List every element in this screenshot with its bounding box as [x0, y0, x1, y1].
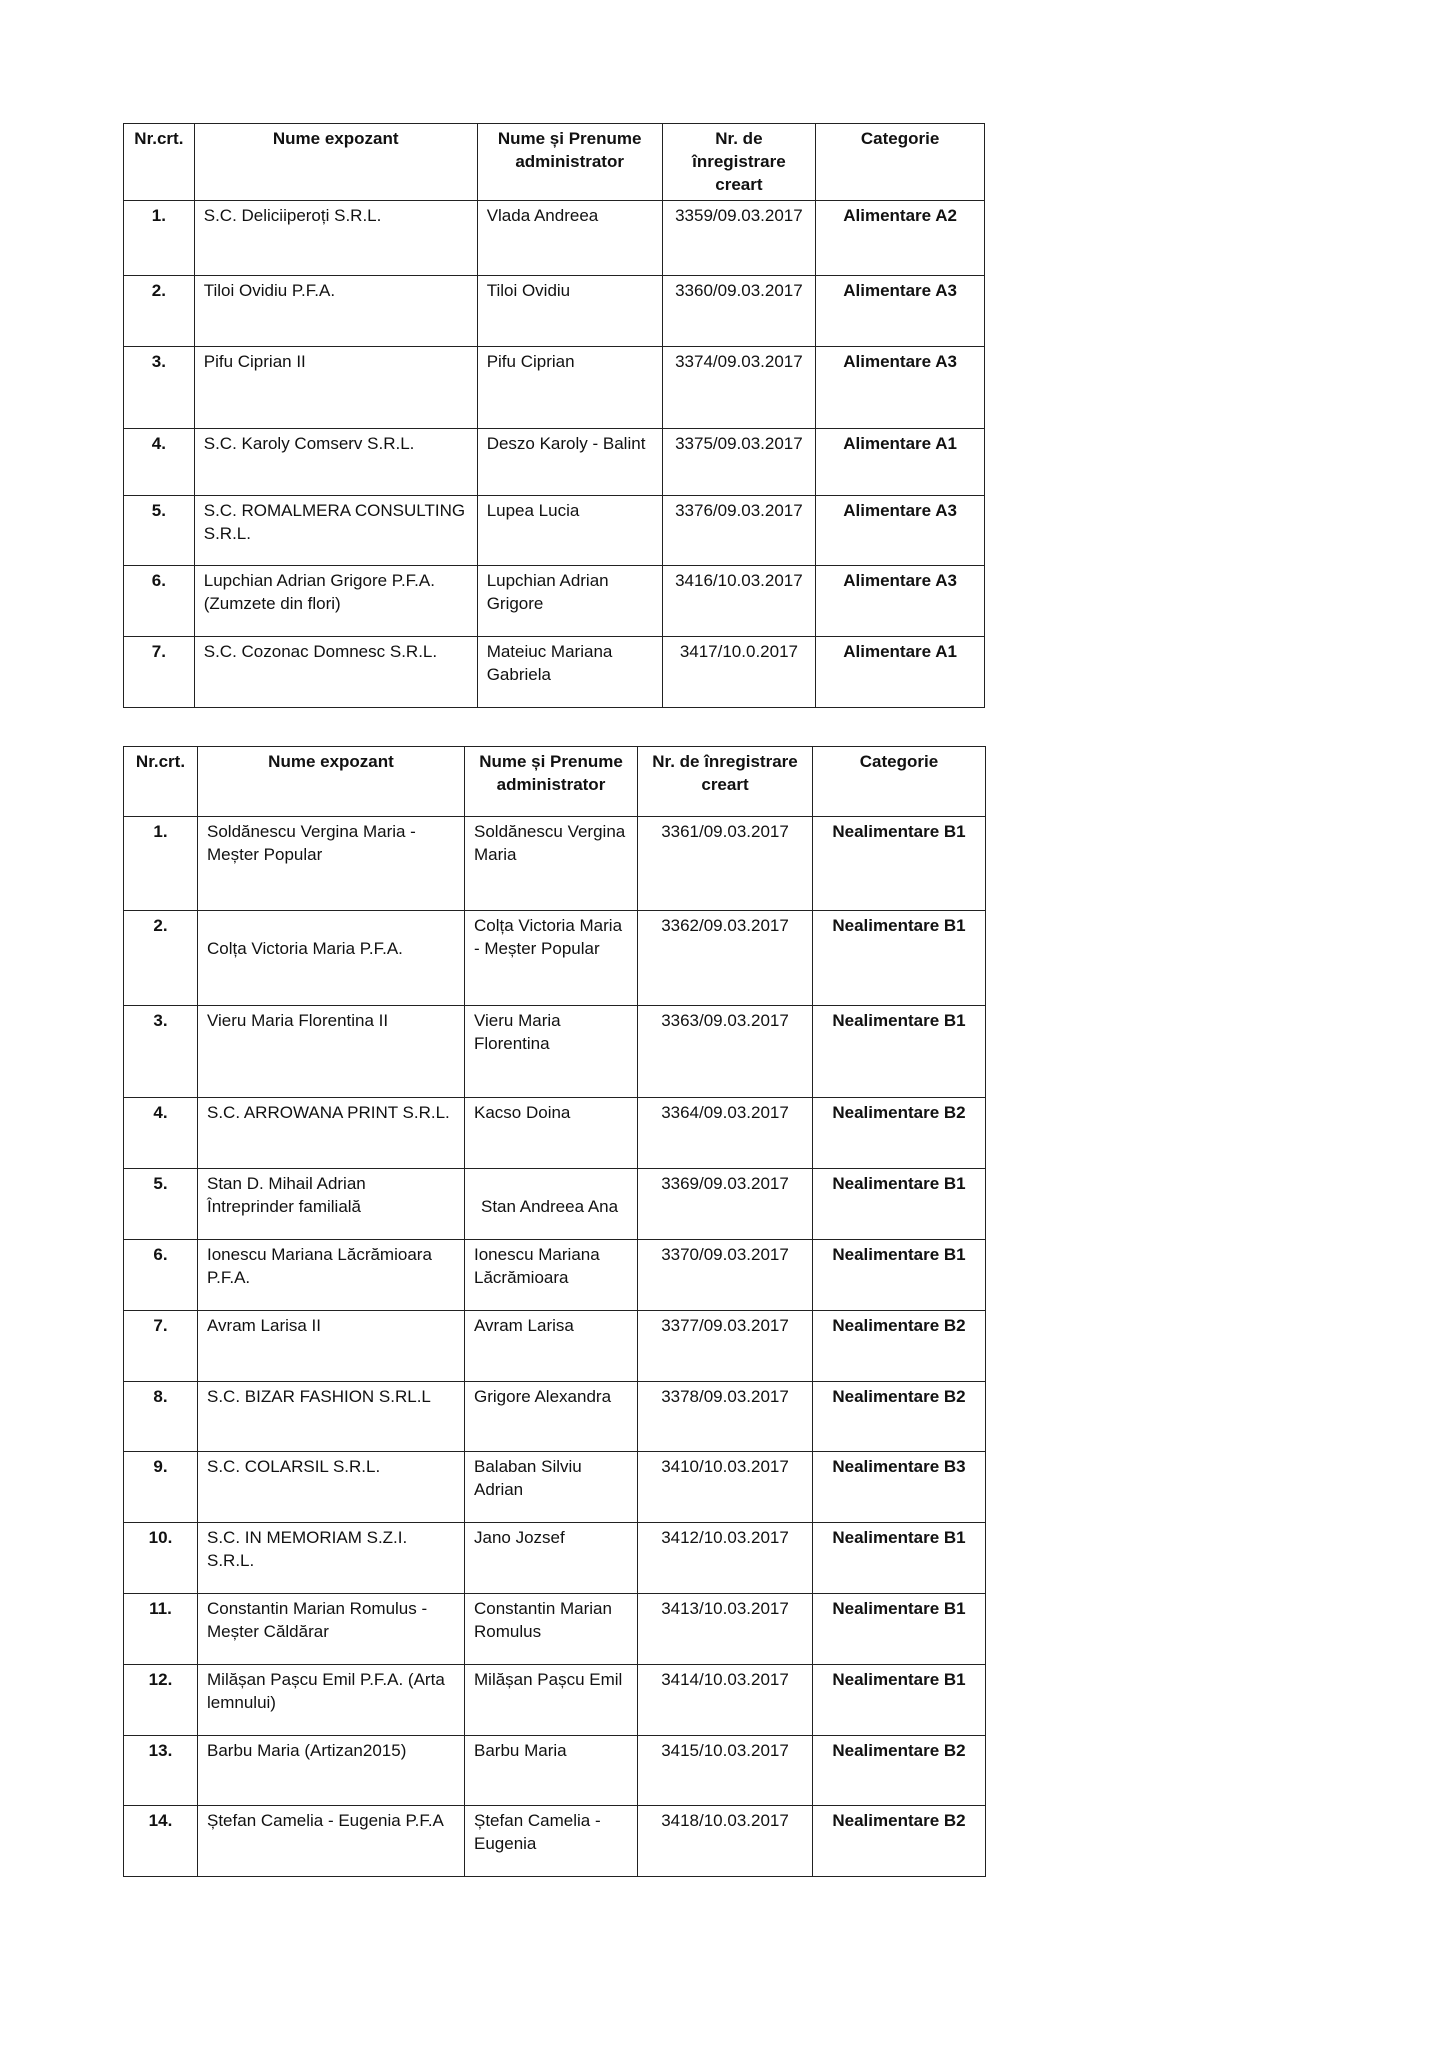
header-nr: Nr.crt. [124, 124, 195, 201]
row-categorie: Nealimentare B1 [813, 817, 986, 911]
row-administrator: Avram Larisa [465, 1311, 638, 1382]
row-administrator: Vieru Maria Florentina [465, 1006, 638, 1098]
row-nr: 1. [124, 817, 198, 911]
row-expozant: Avram Larisa II [198, 1311, 465, 1382]
row-expozant: Ștefan Camelia - Eugenia P.F.A [198, 1806, 465, 1877]
row-categorie: Alimentare A3 [816, 496, 985, 566]
row-expozant: Soldănescu Vergina Maria - Meșter Popular [198, 817, 465, 911]
table-row [124, 566, 985, 637]
row-inregistrare: 3360/09.03.2017 [662, 276, 816, 347]
row-administrator: Barbu Maria [465, 1736, 638, 1806]
row-inregistrare: 3414/10.03.2017 [638, 1665, 813, 1736]
row-categorie: Nealimentare B2 [813, 1382, 986, 1452]
table-row [124, 637, 985, 708]
row-categorie: Nealimentare B1 [813, 1240, 986, 1311]
row-administrator: Lupea Lucia [477, 496, 662, 566]
row-nr: 4. [124, 1098, 198, 1169]
row-expozant: Vieru Maria Florentina II [198, 1006, 465, 1098]
table-row [124, 276, 985, 347]
row-expozant: Ionescu Mariana Lăcrămioara P.F.A. [198, 1240, 465, 1311]
row-expozant: S.C. BIZAR FASHION S.RL.L [198, 1382, 465, 1452]
row-categorie: Nealimentare B1 [813, 1169, 986, 1240]
row-nr: 12. [124, 1665, 198, 1736]
row-nr: 6. [124, 1240, 198, 1311]
row-administrator: Stan Andreea Ana [465, 1169, 638, 1240]
row-nr: 13. [124, 1736, 198, 1806]
row-nr: 1. [124, 201, 195, 276]
table-row [124, 1452, 986, 1523]
row-administrator: Lupchian Adrian Grigore [477, 566, 662, 637]
table-row [124, 201, 985, 276]
header-categorie: Categorie [816, 124, 985, 201]
row-categorie: Nealimentare B1 [813, 911, 986, 1006]
row-categorie: Alimentare A2 [816, 201, 985, 276]
row-expozant: Milășan Pașcu Emil P.F.A. (Arta lemnului) [198, 1665, 465, 1736]
row-inregistrare: 3359/09.03.2017 [662, 201, 816, 276]
header-administrator: Nume și Prenume administrator [465, 747, 638, 817]
table-header-row [124, 747, 986, 817]
row-expozant: Pifu Ciprian II [194, 347, 477, 429]
row-inregistrare: 3415/10.03.2017 [638, 1736, 813, 1806]
row-administrator: Deszo Karoly - Balint [477, 429, 662, 496]
row-inregistrare: 3410/10.03.2017 [638, 1452, 813, 1523]
table-row [124, 817, 986, 911]
row-inregistrare: 3412/10.03.2017 [638, 1523, 813, 1594]
row-expozant: S.C. Cozonac Domnesc S.R.L. [194, 637, 477, 708]
row-nr: 3. [124, 347, 195, 429]
header-expozant: Nume expozant [194, 124, 477, 201]
header-nr: Nr.crt. [124, 747, 198, 817]
row-inregistrare: 3363/09.03.2017 [638, 1006, 813, 1098]
row-expozant: Tiloi Ovidiu P.F.A. [194, 276, 477, 347]
row-nr: 2. [124, 911, 198, 1006]
row-nr: 6. [124, 566, 195, 637]
row-expozant: S.C. ROMALMERA CONSULTING S.R.L. [194, 496, 477, 566]
row-inregistrare: 3376/09.03.2017 [662, 496, 816, 566]
row-expozant: Barbu Maria (Artizan2015) [198, 1736, 465, 1806]
row-categorie: Nealimentare B2 [813, 1736, 986, 1806]
row-nr: 3. [124, 1006, 198, 1098]
row-expozant: Stan D. Mihail Adrian Întreprinder familială [198, 1169, 465, 1240]
row-expozant: S.C. COLARSIL S.R.L. [198, 1452, 465, 1523]
row-categorie: Nealimentare B2 [813, 1311, 986, 1382]
row-administrator: Colța Victoria Maria - Meșter Popular [465, 911, 638, 1006]
table-row [124, 1006, 986, 1098]
row-categorie: Alimentare A1 [816, 637, 985, 708]
row-categorie: Alimentare A3 [816, 347, 985, 429]
row-administrator: Constantin Marian Romulus [465, 1594, 638, 1665]
row-expozant: Constantin Marian Romulus - Meșter Căldărar [198, 1594, 465, 1665]
row-administrator: Jano Jozsef [465, 1523, 638, 1594]
row-nr: 10. [124, 1523, 198, 1594]
row-inregistrare: 3416/10.03.2017 [662, 566, 816, 637]
table-row [124, 1240, 986, 1311]
row-inregistrare: 3417/10.0.2017 [662, 637, 816, 708]
row-administrator: Vlada Andreea [477, 201, 662, 276]
header-inregistrare: Nr. de înregistrare creart [638, 747, 813, 817]
row-nr: 14. [124, 1806, 198, 1877]
row-inregistrare: 3375/09.03.2017 [662, 429, 816, 496]
row-nr: 7. [124, 637, 195, 708]
row-administrator: Tiloi Ovidiu [477, 276, 662, 347]
row-nr: 2. [124, 276, 195, 347]
row-nr: 5. [124, 496, 195, 566]
row-inregistrare: 3378/09.03.2017 [638, 1382, 813, 1452]
row-administrator: Kacso Doina [465, 1098, 638, 1169]
row-administrator: Milășan Pașcu Emil [465, 1665, 638, 1736]
row-categorie: Nealimentare B3 [813, 1452, 986, 1523]
row-expozant: S.C. Karoly Comserv S.R.L. [194, 429, 477, 496]
row-administrator: Soldănescu Vergina Maria [465, 817, 638, 911]
row-inregistrare: 3362/09.03.2017 [638, 911, 813, 1006]
row-categorie: Nealimentare B2 [813, 1098, 986, 1169]
row-nr: 8. [124, 1382, 198, 1452]
row-nr: 7. [124, 1311, 198, 1382]
table-row [124, 1098, 986, 1169]
table-row [124, 347, 985, 429]
row-expozant: S.C. IN MEMORIAM S.Z.I. S.R.L. [198, 1523, 465, 1594]
row-inregistrare: 3413/10.03.2017 [638, 1594, 813, 1665]
header-expozant: Nume expozant [198, 747, 465, 817]
row-inregistrare: 3369/09.03.2017 [638, 1169, 813, 1240]
row-categorie: Nealimentare B2 [813, 1806, 986, 1877]
table-row [124, 496, 985, 566]
exhibitors-table-nonfood [123, 746, 986, 1877]
row-inregistrare: 3370/09.03.2017 [638, 1240, 813, 1311]
table-row [124, 1523, 986, 1594]
table-row [124, 1736, 986, 1806]
row-inregistrare: 3364/09.03.2017 [638, 1098, 813, 1169]
row-inregistrare: 3418/10.03.2017 [638, 1806, 813, 1877]
row-categorie: Nealimentare B1 [813, 1594, 986, 1665]
header-categorie: Categorie [813, 747, 986, 817]
table-header-row [124, 124, 985, 201]
row-inregistrare: 3377/09.03.2017 [638, 1311, 813, 1382]
row-expozant: Colța Victoria Maria P.F.A. [198, 911, 465, 1006]
row-categorie: Nealimentare B1 [813, 1665, 986, 1736]
table-row [124, 1382, 986, 1452]
row-expozant: S.C. Deliciiperoți S.R.L. [194, 201, 477, 276]
row-categorie: Nealimentare B1 [813, 1523, 986, 1594]
table-row [124, 1594, 986, 1665]
header-inregistrare: Nr. de înregistrare creart [662, 124, 816, 201]
table-row [124, 1665, 986, 1736]
row-inregistrare: 3374/09.03.2017 [662, 347, 816, 429]
row-nr: 4. [124, 429, 195, 496]
row-categorie: Nealimentare B1 [813, 1006, 986, 1098]
row-administrator: Pifu Ciprian [477, 347, 662, 429]
row-categorie: Alimentare A1 [816, 429, 985, 496]
row-expozant: Lupchian Adrian Grigore P.F.A. (Zumzete din flori) [194, 566, 477, 637]
row-nr: 9. [124, 1452, 198, 1523]
row-administrator: Ionescu Mariana Lăcrămioara [465, 1240, 638, 1311]
table-row [124, 1311, 986, 1382]
row-categorie: Alimentare A3 [816, 566, 985, 637]
row-administrator: Ștefan Camelia - Eugenia [465, 1806, 638, 1877]
table-row [124, 429, 985, 496]
row-nr: 11. [124, 1594, 198, 1665]
table-row [124, 911, 986, 1006]
table-row [124, 1806, 986, 1877]
row-nr: 5. [124, 1169, 198, 1240]
row-categorie: Alimentare A3 [816, 276, 985, 347]
row-administrator: Mateiuc Mariana Gabriela [477, 637, 662, 708]
row-inregistrare: 3361/09.03.2017 [638, 817, 813, 911]
header-administrator: Nume și Prenume administrator [477, 124, 662, 201]
row-administrator: Grigore Alexandra [465, 1382, 638, 1452]
row-administrator: Balaban Silviu Adrian [465, 1452, 638, 1523]
row-expozant: S.C. ARROWANA PRINT S.R.L. [198, 1098, 465, 1169]
table-row [124, 1169, 986, 1240]
exhibitors-table-food [123, 123, 985, 708]
